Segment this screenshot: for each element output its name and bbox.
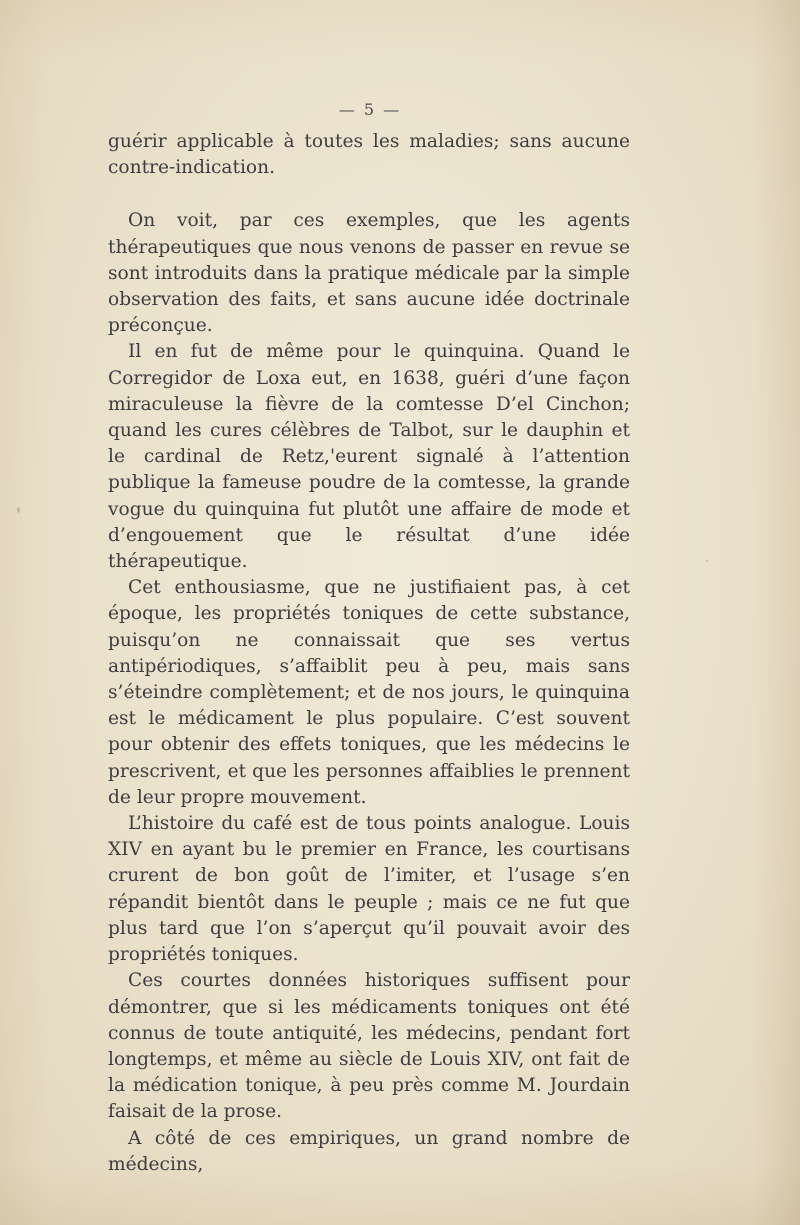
paper-speck [592,1087,595,1090]
paper-speck [17,507,20,513]
paragraph-4: Cet enthousiasme, que ne justifiaient pas, à cet époque, les propriétés toniques de cette substance, puisqu’on ne connaissait que ses vertus antipériodiques, s’affaiblit peu à peu, mais sans s’éteindre complètement; et de nos jours, le quinquina est le médicament le plus populaire. C’est souvent pour obtenir des effets toniques, que les médecins le prescrivent, et que les personnes affaiblies le prennent de leur propre mouvement. [108,577,630,808]
paper-speck [706,560,708,562]
page-number: — 5 — [338,100,402,119]
paragraph-1: guérir applicable à toutes les maladies; sans aucune contre-indication. [108,131,630,179]
paragraph-5: L’histoire du café est de tous points analogue. Louis XIV en ayant bu le premier en France, les courtisans crurent de bon goût de l’imiter, et l’usage s’en répandit bientôt dans le peuple ; mais ce ne fut que plus tard que l’on s’aperçut qu’il pouvait avoir des propriétés toniques. [108,813,630,966]
paragraph-3: Il en fut de même pour le quinquina. Quand le Corregidor de Loxa eut, en 1638, guéri d’une façon miraculeuse la fièvre de la comtesse D’el Cinchon; quand les cures célèbres de Talbot, sur le dauphin et le cardinal de Retz,'eurent signalé à l’attention publique la fameuse poudre de la comtesse, la grande vogue du quinquina fut plutôt une affaire de mode et d’engouement que le résultat d’une idée thérapeutique. [108,341,630,573]
paper-speck [430,1140,432,1142]
paragraph-7: A côté de ces empiriques, un grand nombre de médecins, [108,1127,630,1175]
body-text [108,129,630,1178]
paragraph-2: On voit, par ces exemples, que les agents thérapeutiques que nous venons de passer en revue se sont introduits dans la pratique médicale par la simple observation des faits, et sans aucune idée doctrinale préconçue. [108,210,630,337]
paragraph-6: Ces courtes données historiques suffisent pour démontrer, que si les médicaments toniques ont été connus de toute antiquité, les médecins, pendant fort longtemps, et même au siècle de Louis XIV, ont fait de la médication tonique, à peu près comme M. Jourdain faisait de la prose. [108,970,630,1123]
